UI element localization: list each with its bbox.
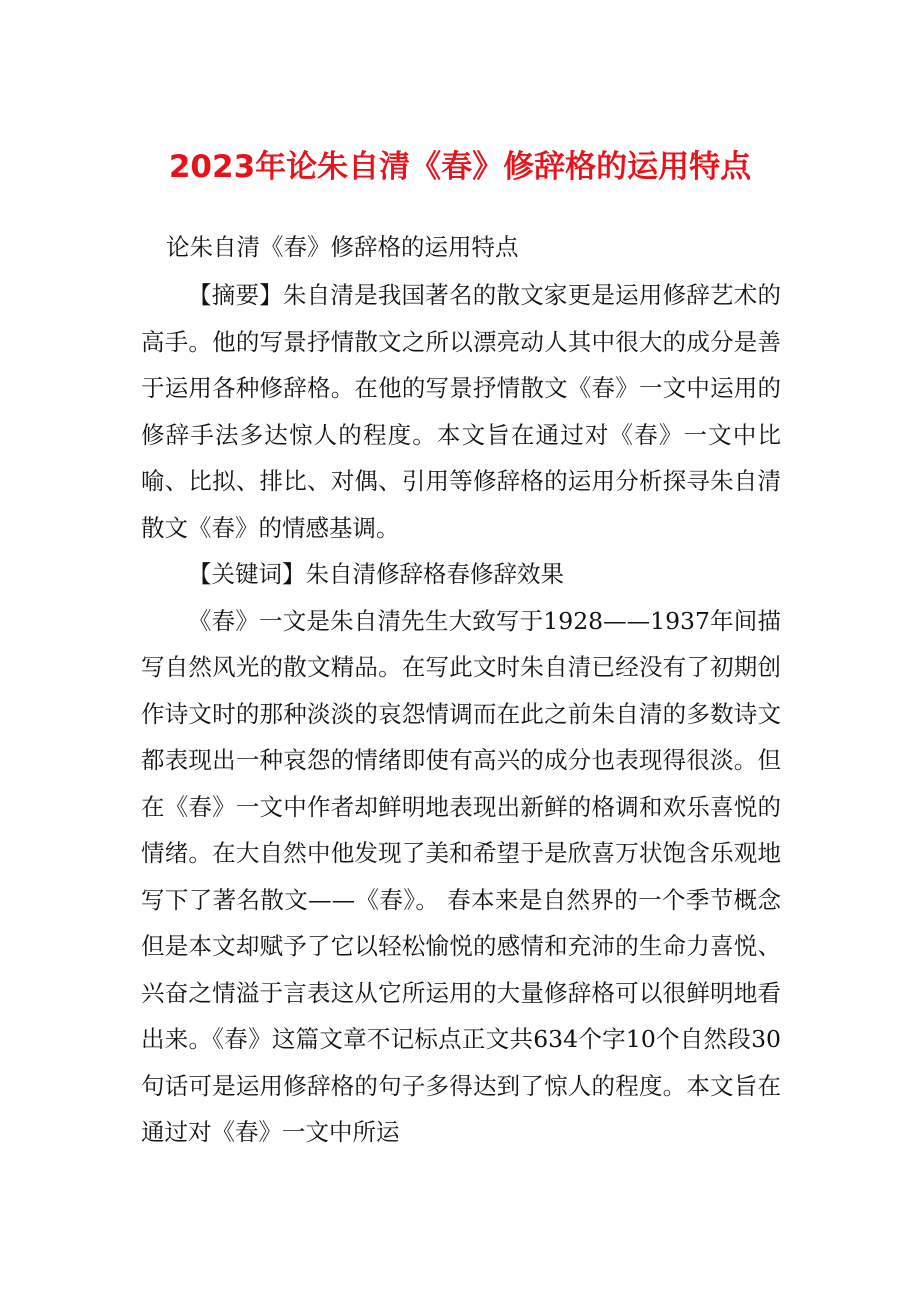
- abstract-paragraph: 【摘要】朱自清是我国著名的散文家更是运用修辞艺术的高手。他的写景抒情散文之所以漂亮动人其中很大的成分是善于运用各种修辞格。在他的写景抒情散文《春》一文中运用的修辞手法多达惊人的程度。本文旨在通过对《春》一文中比喻、比拟、排比、对偶、引用等修辞格的运用分析探寻朱自清散文《春》的情感基调。: [141, 281, 781, 542]
- document-subtitle: 论朱自清《春》修辞格的运用特点: [166, 233, 519, 261]
- body-paragraph: 《春》一文是朱自清先生大致写于1928——1937年间描写自然风光的散文精品。在写此文时朱自清已经没有了初期创作诗文时的那种淡淡的哀怨情调而在此之前朱自清的多数诗文都表现出一种哀怨的情绪即使有高兴的成分也表现得很淡。但在《春》一文中作者却鲜明地表现出新鲜的格调和欢乐喜悦的情绪。在大自然中他发现了美和希望于是欣喜万状饱含乐观地写下了著名散文——《春》。 春本来是自然界的一个季节概念但是本文却赋予了它以轻松愉悦的感情和充沛的生命力喜悦、兴奋之情溢于言表这从它所运用的大量修辞格可以很鲜明地看出来。《春》这篇文章不记标点正文共634个字10个自然段30句话可是运用修辞格的句子多得达到了惊人的程度。本文旨在通过对《春》一文中所运: [141, 606, 781, 1146]
- document-title: 2023年论朱自清《春》修辞格的运用特点: [168, 149, 752, 185]
- document-body: [141, 272, 781, 1156]
- keywords-paragraph: 【关键词】朱自清修辞格春修辞效果: [188, 560, 564, 588]
